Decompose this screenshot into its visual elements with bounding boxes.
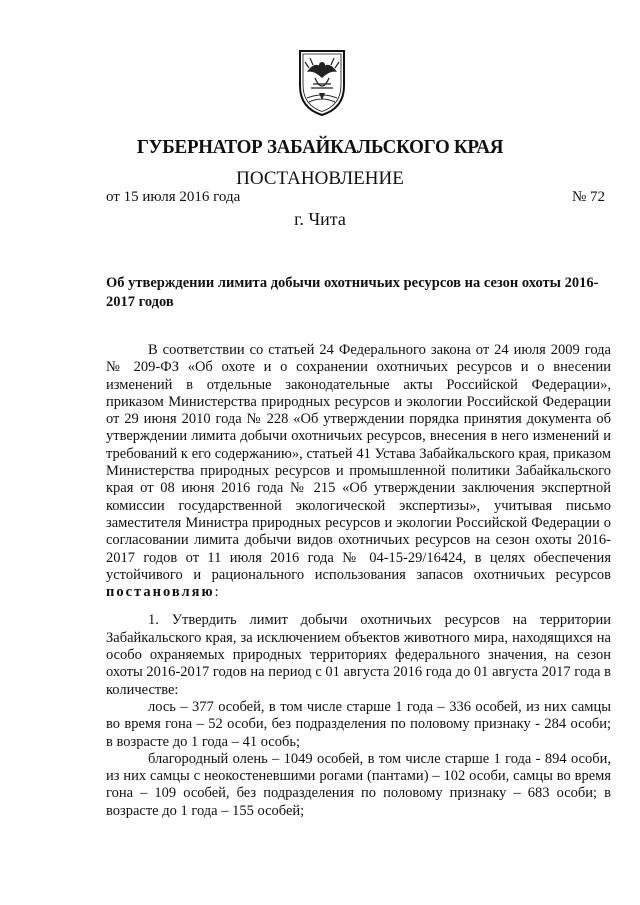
document-type: ПОСТАНОВЛЕНИЕ [236,168,404,189]
coat-of-arms-emblem [297,48,347,118]
document-body [106,342,611,820]
preamble-paragraph [106,342,611,601]
document-city: г. Чита [294,209,346,229]
item-1-paragraph: 1. Утвердить лимит добычи охотничьих ресурсов на территории Забайкальского края, за исключением объектов животного мира, находящихся на особо охраняемых природных территориях федерального значения, на сезон охоты 2016-2017 годов на период с 01 августа 2016 года до 01 августа 2017 года в количестве: [106,612,611,698]
document-heading: Об утверждении лимита добычи охотничьих ресурсов на сезон охоты 2016-2017 годов [106,275,599,310]
decree-word: постановляю [106,584,215,601]
moose-paragraph: лось – 377 особей, в том числе старше 1 года – 336 особей, из них самцы во время гона – 52 особи, без подразделения по половому признаку - 284 особи; в возрасте до 1 года – 41 особь; [106,698,611,750]
issuing-authority: ГУБЕРНАТОР ЗАБАЙКАЛЬСКОГО КРАЯ [136,136,504,158]
red-deer-paragraph: благородный олень – 1049 особей, в том числе старше 1 года - 894 особи, из них самцы с неокостеневшими рогами (пантами) – 102 особи, самцы во время гона – 109 особей, без подразделения по половому признаку – 683 особи; в возрасте до 1 года – 155 особей; [106,750,611,819]
document-number: № 72 [572,189,606,205]
preamble-text: В соответствии со статьей 24 Федерального закона от 24 июля 2009 года № 209-ФЗ «Об охоте и о сохранении охотничьих ресурсов и о внесении изменений в отдельные законодательные акты Российской Федерации», приказом Министерства природных ресурсов и экологии Российской Федерации от 29 июня 2010 года № 228 «Об утверждении порядка принятия документа об утверждении лимита добычи охотничьих ресурсов, внесения в него изменений и требований к его содержанию», статьей 41 Устава Забайкальского края, приказом Министерства природных ресурсов и промышленной политики Забайкальского края от 08 июня 2016 года № 215 «Об утверждении заключения экспертной комиссии государственной экологической экспертизы», учитывая письмо заместителя Министра природных ресурсов и экологии Российской Федерации о согласовании лимита добычи видов охотничьих ресурсов на сезон охоты 2016-2017 годов от 11 июля 2016 года № 04-15-29/16424, в целях обеспечения устойчивого и рационального использования запасов охотничьих ресурсов [106,342,611,583]
decree-colon: : [214,584,219,601]
document-date: от 15 июля 2016 года [106,189,241,205]
